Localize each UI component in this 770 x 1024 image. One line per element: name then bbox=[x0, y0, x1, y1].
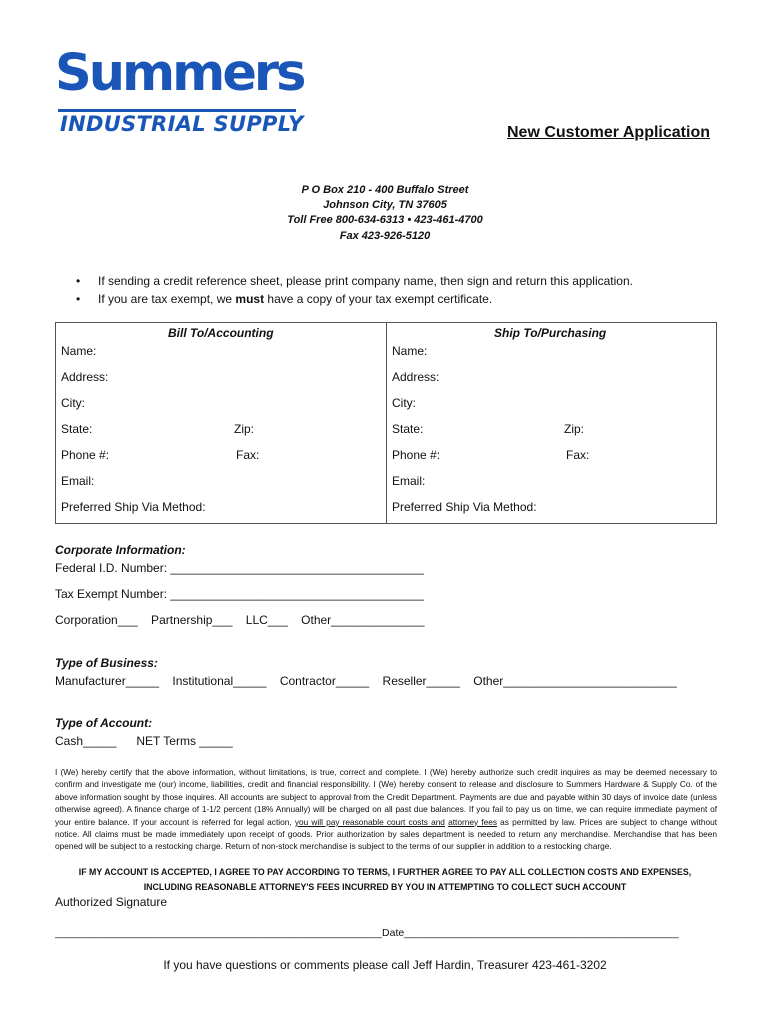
entity-type-options[interactable]: Corporation___ Partnership___ LLC___ Other______________ bbox=[55, 613, 425, 627]
address-line-2: Johnson City, TN 37605 bbox=[323, 199, 447, 211]
business-type-heading: Type of Business: bbox=[55, 656, 158, 670]
ship-ship-via-field[interactable]: Preferred Ship Via Method: bbox=[392, 500, 537, 514]
bill-zip-field[interactable]: Zip: bbox=[234, 422, 255, 436]
account-type-options[interactable]: Cash_____ NET Terms _____ bbox=[55, 734, 233, 748]
table-divider bbox=[386, 323, 387, 523]
bill-to-header: Bill To/Accounting bbox=[168, 326, 274, 340]
ship-address-field[interactable]: Address: bbox=[392, 370, 440, 384]
address-line-4: Fax 423-926-5120 bbox=[339, 230, 431, 242]
collection-terms-line-2: INCLUDING REASONABLE ATTORNEY'S FEES INCURRED BY YOU IN ATTEMPTING TO COLLECT SUCH ACCOUNT bbox=[143, 882, 627, 892]
ship-zip-field[interactable]: Zip: bbox=[564, 422, 585, 436]
legal-text-2: as permitted by law. Prices are subject to change without notice. All claims must be made immediately upon receipt of goods. Prior authorization by sales department is needed to return any merchandise. Merchandise that has been opened will be subject to a restocking charge. Return of non-stock merchandise is subject to the terms of our supplier in addition to a restocking charge. bbox=[55, 816, 718, 852]
bill-city-field[interactable]: City: bbox=[61, 396, 85, 410]
collection-terms-line-1: IF MY ACCOUNT IS ACCEPTED, I AGREE TO PAY ACCORDING TO TERMS, I FURTHER AGREE TO PAY ALL COLLECTION COSTS AND EXPENSES, bbox=[78, 867, 692, 877]
ship-to-header: Ship To/Purchasing bbox=[494, 326, 607, 340]
account-type-heading: Type of Account: bbox=[55, 716, 153, 730]
list-item bbox=[76, 290, 633, 308]
company-logo-subtitle: INDUSTRIAL SUPPLY bbox=[60, 112, 304, 136]
bill-state-field[interactable]: State: bbox=[61, 422, 93, 436]
ship-email-field[interactable]: Email: bbox=[392, 474, 426, 488]
instruction-text: If sending a credit reference sheet, please print company name, then sign and return this application. bbox=[98, 274, 633, 288]
contact-footer: If you have questions or comments please call Jeff Hardin, Treasurer 423-461-3202 bbox=[163, 958, 607, 972]
bill-name-field[interactable]: Name: bbox=[61, 344, 97, 358]
tax-exempt-field[interactable]: Tax Exempt Number: ______________________________________ bbox=[55, 587, 424, 601]
business-type-options[interactable]: Manufacturer_____ Institutional_____ Contractor_____ Reseller_____ Other__________________________ bbox=[55, 674, 677, 688]
bill-address-field[interactable]: Address: bbox=[61, 370, 109, 384]
corporate-info-heading: Corporate Information: bbox=[55, 543, 186, 557]
legal-terms-paragraph bbox=[55, 766, 717, 853]
bullet-icon: • bbox=[76, 274, 81, 288]
legal-underlined-costs: you will pay reasonable court costs and bbox=[294, 816, 445, 827]
legal-underlined-fees: attorney fees bbox=[448, 816, 497, 827]
bill-ship-table bbox=[55, 322, 717, 524]
page-title: New Customer Application bbox=[507, 124, 710, 141]
ship-phone-field[interactable]: Phone #: bbox=[392, 448, 441, 462]
instructions-list bbox=[76, 272, 633, 308]
ship-city-field[interactable]: City: bbox=[392, 396, 416, 410]
company-logo-wordmark: Summers bbox=[55, 44, 304, 103]
instruction-text-post: have a copy of your tax exempt certificate. bbox=[264, 292, 493, 306]
instruction-text-pre: If you are tax exempt, we bbox=[98, 292, 236, 306]
bill-phone-field[interactable]: Phone #: bbox=[61, 448, 110, 462]
signature-label: Authorized Signature bbox=[55, 895, 168, 909]
legal-text-1: I (We) hereby certify that the above information, without limitations, is true, correct and complete. I (We) hereby authorize such credit inquires as may be deemed necessary to confirm and investigate me (our) income, liabilities, credit and financial responsibility. I (We) hereby consent to release and disclosure to Summers Hardware & Supply Co. of the above information sought by those inquires. All accounts are subject to approval from the Credit Department. Payments are due and payable within 30 days of invoice date (unless otherwise agreed). A finance charge of 1-1/2 percent (18% Annually) will be charged on all past due balances. If you fail to pay us on time, we can require immediate payment of your entire balance. If your account is referred for legal action, bbox=[55, 767, 717, 827]
address-line-3: Toll Free 800-634-6313 • 423-461-4700 bbox=[287, 214, 483, 226]
list-item bbox=[76, 272, 633, 290]
signature-date-line[interactable]: ________________________________________________________Date_______________________________________________ bbox=[55, 927, 679, 939]
bill-ship-via-field[interactable]: Preferred Ship Via Method: bbox=[61, 500, 206, 514]
ship-fax-field[interactable]: Fax: bbox=[566, 448, 590, 462]
address-line-1: P O Box 210 - 400 Buffalo Street bbox=[301, 184, 469, 196]
bill-fax-field[interactable]: Fax: bbox=[236, 448, 260, 462]
ship-name-field[interactable]: Name: bbox=[392, 344, 428, 358]
federal-id-field[interactable]: Federal I.D. Number: ______________________________________ bbox=[55, 561, 424, 575]
ship-state-field[interactable]: State: bbox=[392, 422, 424, 436]
bullet-icon: • bbox=[76, 292, 81, 306]
instruction-emphasis: must bbox=[235, 292, 265, 306]
bill-email-field[interactable]: Email: bbox=[61, 474, 95, 488]
